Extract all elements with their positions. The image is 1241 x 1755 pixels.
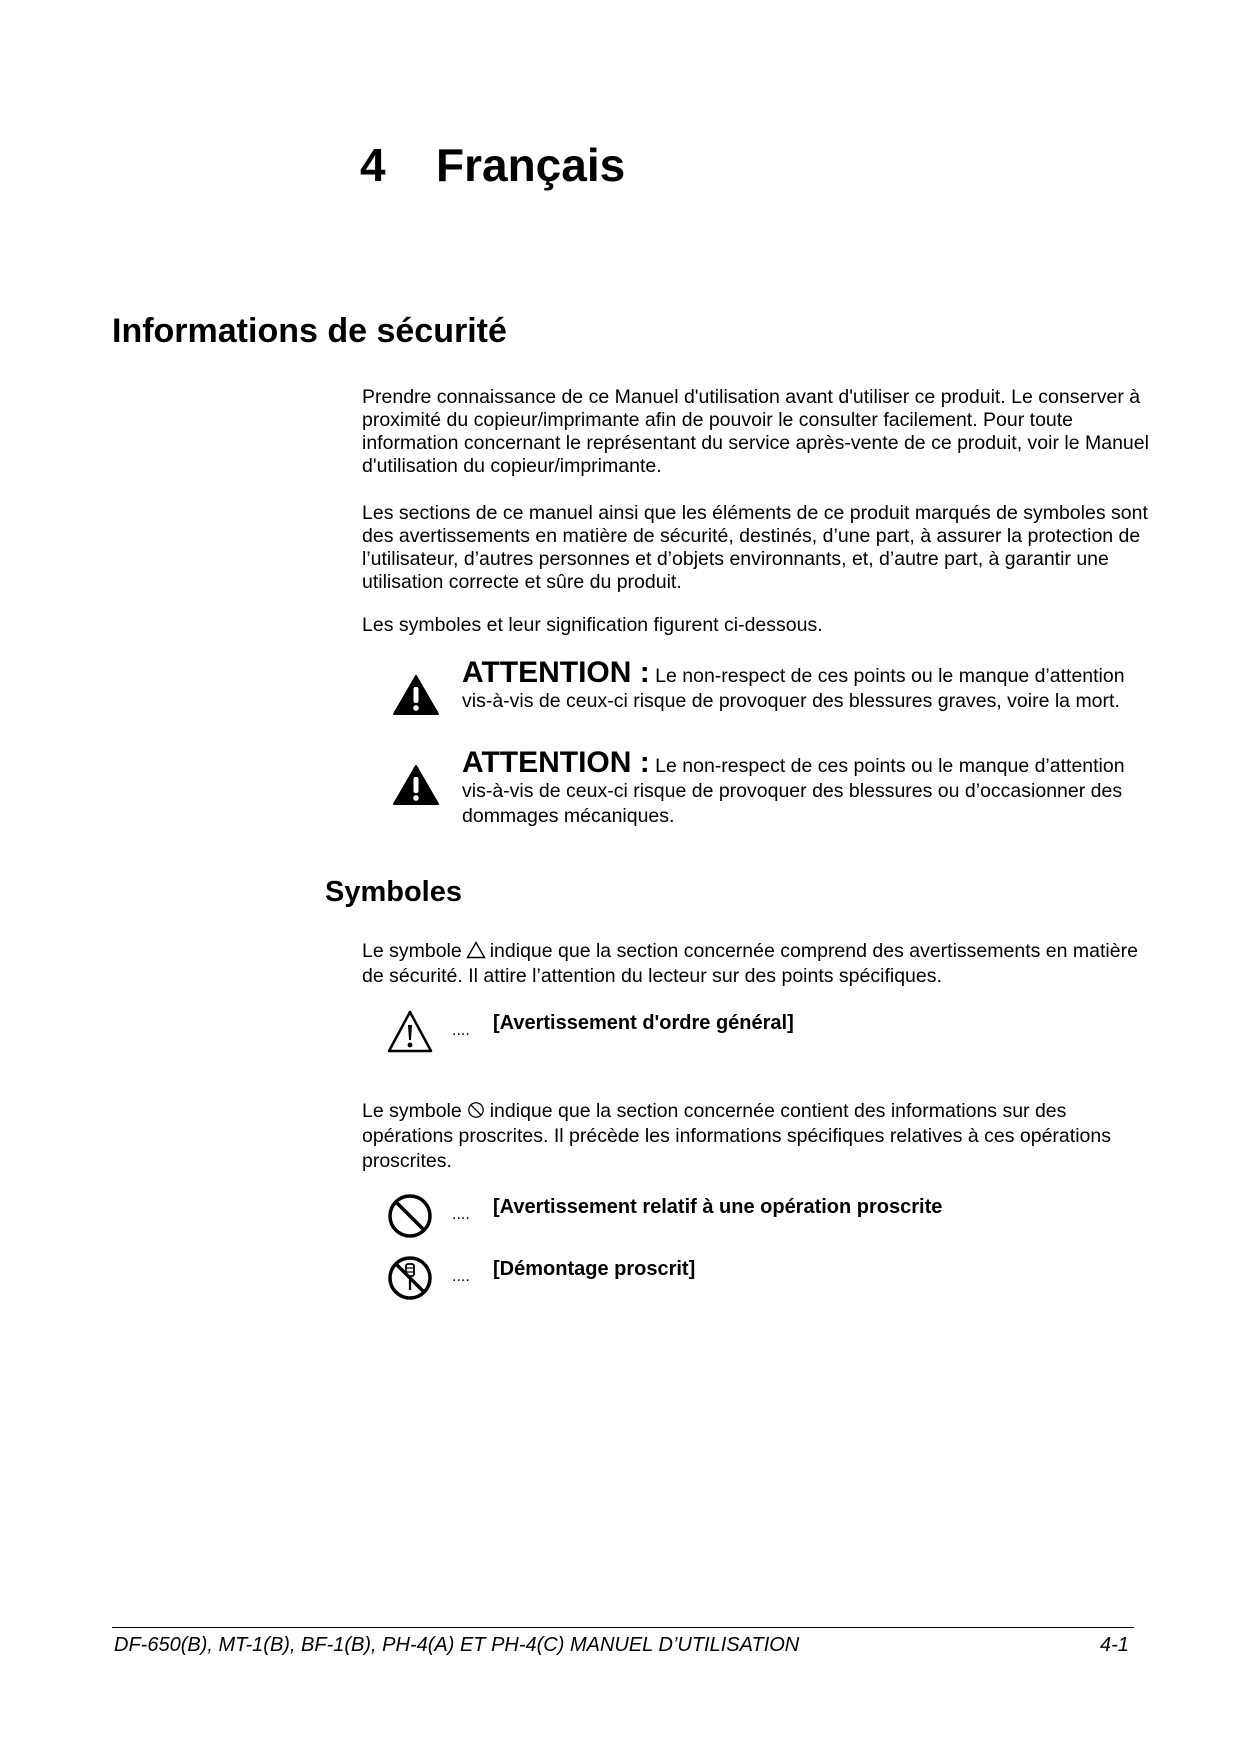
warning-label: ATTENTION :	[462, 746, 650, 779]
paragraph-text-after: indique que la section concernée comprend des avertissements en matière de sécurité. Il attire l’attention du lecteur sur des points spécifiques.	[362, 940, 1138, 987]
symbol-label-no-disassembly: [Démontage proscrit]	[493, 1258, 696, 1280]
paragraph-text-before: Le symbole	[362, 940, 462, 962]
chapter-title: Français	[436, 139, 626, 191]
prohibition-symbol-paragraph	[362, 1099, 1152, 1174]
footer-divider	[112, 1627, 1134, 1628]
footer-manual-title: DF-650(B), MT-1(B), BF-1(B), PH-4(A) ET PH-4(C) MANUEL D’UTILISATION	[114, 1634, 800, 1656]
paragraph-text-before: Le symbole	[362, 1100, 462, 1122]
sections-paragraph: Les sections de ce manuel ainsi que les éléments de ce produit marqués de symboles sont des avertissements en matière de sécurité, destinés, d’une part, à assurer la protection de l’utilisateur, d’autres personnes et d’objets environnants, et, d’autre part, à garantir une utilisation correcte et sûre du produit.	[362, 502, 1148, 593]
symbols-title: Symboles	[325, 876, 462, 908]
symbol-label-prohibited-operation: [Avertissement relatif à une opération proscrite	[493, 1196, 943, 1218]
symbol-dots: ....	[452, 1206, 470, 1223]
warning-label: ATTENTION :	[462, 656, 650, 689]
symbol-label-general-warning: [Avertissement d'ordre général]	[493, 1012, 794, 1034]
symbols-intro-paragraph: Les symboles et leur signification figurent ci-dessous.	[362, 614, 823, 636]
footer-page-number: 4-1	[1100, 1634, 1129, 1656]
triangle-outline-icon	[466, 941, 486, 959]
intro-paragraph: Prendre connaissance de ce Manuel d'utilisation avant d'utiliser ce produit. Le conserver à proximité du copieur/imprimante afin de pouvoir le consulter facilement. Pour toute information concernant le représentant du service après-vente de ce produit, voir le Manuel d'utilisation du copieur/imprimante.	[362, 386, 1149, 477]
symbol-dots: ....	[452, 1022, 470, 1039]
no-disassembly-icon	[386, 1254, 434, 1302]
chapter-heading	[360, 138, 625, 192]
danger-warning-icon	[392, 674, 440, 716]
warning-text: Le non-respect de ces points ou le manque d’attention vis-à-vis de ceux-ci risque de provoquer des blessures graves, voire la mort.	[462, 665, 1125, 712]
chapter-number: 4	[360, 139, 386, 191]
symbol-dots: ....	[452, 1268, 470, 1285]
warning-text: Le non-respect de ces points ou le manque d’attention vis-à-vis de ceux-ci risque de provoquer des blessures ou d’occasionner des dommages mécaniques.	[462, 755, 1125, 827]
prohibition-outline-icon	[466, 1101, 486, 1119]
warning-caution	[462, 746, 1142, 829]
triangle-symbol-paragraph	[362, 939, 1152, 989]
general-warning-icon	[386, 1008, 434, 1056]
warning-danger	[462, 656, 1142, 714]
section-title: Informations de sécurité	[112, 312, 507, 350]
caution-warning-icon	[392, 764, 440, 806]
prohibited-operation-icon	[386, 1192, 434, 1240]
paragraph-text-after: indique que la section concernée contient des informations sur des opérations proscrites. Il précède les informations spécifiques relatives à ces opérations proscrites.	[362, 1100, 1111, 1172]
